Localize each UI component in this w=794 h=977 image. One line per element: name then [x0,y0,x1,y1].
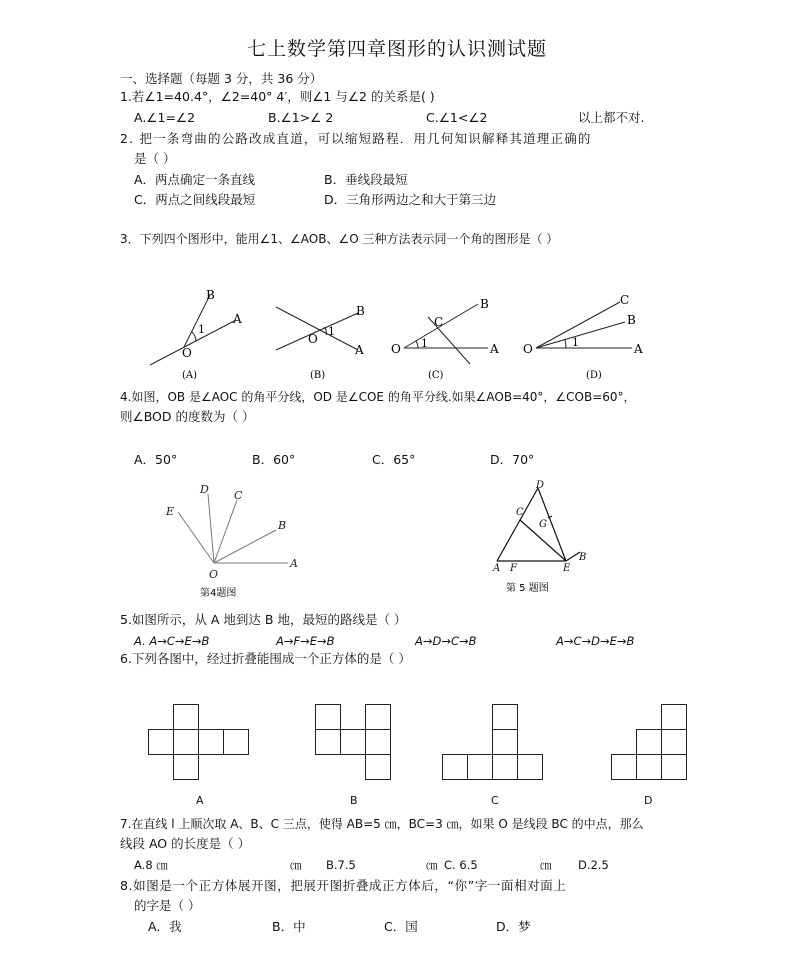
q4-figure [160,480,305,600]
label-angle-1: 1 [572,336,579,349]
label-o: O [523,342,533,356]
label-a: A [634,342,643,356]
label-o: O [209,568,219,581]
caption-a: (A) [182,370,198,381]
q4-option-b: B．60° [252,452,296,467]
q3-figure-d [520,290,650,380]
q6-stem: 6.下列各图中，经过折叠能围成一个正方体的是（ ） [120,651,411,666]
page-title: 七上数学第四章图形的认识测试题 [246,38,547,60]
label-g: G [539,519,547,530]
label-e: E [166,505,175,518]
q3-figure-c [388,292,503,380]
q2-option-b: B．垂线段最短 [324,172,408,187]
q5-fig-caption: 第 5 题图 [506,583,549,594]
q4-option-a: A．50° [134,452,178,467]
q6-caption-c: C [491,794,499,807]
q7-option-c: C. 6.5 [444,858,478,872]
label-b: B [480,297,489,311]
q3-stem: 3．下列四个图形中，能用∠1、∠AOB、∠O 三种方法表示同一个角的图形是（ ） [120,232,559,246]
label-c: C [620,293,630,307]
q6-caption-d: D [644,794,653,807]
q3-figure-b [268,295,378,380]
label-a: A [233,312,242,326]
label-a: A [490,342,499,356]
label-angle-1: 1 [421,337,428,350]
q7-option-a: A.8 ㎝ [134,858,168,872]
label-angle-1: 1 [198,323,205,336]
label-b: B [627,313,636,327]
label-o: O [182,346,192,360]
q6-caption-a: A [196,794,204,807]
q8-option-c: C．国 [384,919,418,934]
q2-option-a: A．两点确定一条直线 [134,172,256,187]
q7-option-c-unit: ㎝ [540,858,552,872]
q1-stem: 1.若∠1=40.4°，∠2=40° 4′，则∠1 与∠2 的关系是( ) [120,89,435,104]
q7-stem-cont: 线段 AO 的长度是（ ） [120,836,251,851]
q8-option-d: D．梦 [496,919,531,934]
q2-option-c: C．两点之间线段最短 [134,192,256,207]
label-a: A [355,343,364,357]
q1-option-c: C.∠1<∠2 [426,110,488,125]
q2-stem-cont: 是（ ） [134,151,176,166]
q7-stem: 7.在直线 l 上顺次取 A、B、C 三点，使得 AB=5 ㎝，BC=3 ㎝，如果 O 是线段 BC 的中点，那么 [120,817,644,831]
label-b: B [206,288,215,302]
q1-option-d: 以上都不对. [578,110,645,125]
q6-net-a [148,704,250,780]
q6-net-c [442,704,544,780]
label-a: A [290,557,298,570]
q4-option-c: C．65° [372,452,416,467]
caption-b: (B) [310,370,326,381]
label-b: B [579,552,587,563]
label-o: O [308,332,318,346]
q6-net-d [611,704,688,780]
q4-option-d: D．70° [490,452,535,467]
q6-net-b [315,704,392,780]
caption-c: (C) [428,370,444,381]
label-d: D [200,483,209,496]
q5-option-c: A→D→C→B [415,634,477,648]
q5-figure [488,478,598,600]
section-heading: 一、选择题（每题 3 分，共 36 分） [120,71,323,86]
label-c: C [234,489,243,502]
q7-option-b: B.7.5 [326,858,356,872]
q1-option-a: A.∠1=∠2 [134,110,196,125]
q4-fig-caption: 第4题图 [200,588,237,599]
label-c: C [434,315,444,329]
q6-caption-b: B [350,794,358,807]
q5-option-b: A→F→E→B [276,634,335,648]
label-c: C [516,507,524,518]
q8-option-b: B．中 [272,919,306,934]
q4-stem: 4.如图，OB 是∠AOC 的角平分线，OD 是∠COE 的角平分线.如果∠AOB=40°，∠COB=60°， [120,390,636,404]
q5-stem: 5.如图所示，从 A 地到达 B 地，最短的路线是（ ） [120,612,407,627]
label-b: B [278,519,287,532]
q2-stem: 2. 把一条弯曲的公路改成直道，可以缩短路程．用几何知识解释其道理正确的 [120,131,592,146]
q8-option-a: A．我 [148,919,182,934]
label-o: O [391,342,401,356]
label-e: E [563,563,571,574]
label-f: F [510,563,517,574]
label-b: B [356,304,365,318]
q7-option-b-unit: ㎝ [426,858,438,872]
q3-figure-a [140,285,250,380]
q5-option-a: A. A→C→E→B [134,634,210,648]
q7-option-a-unit: ㎝ [290,858,302,872]
q7-option-d: D.2.5 [578,858,609,872]
q2-option-d: D．三角形两边之和大于第三边 [324,192,497,207]
q8-stem: 8.如图是一个正方体展开图，把展开图折叠成正方体后，“你”字一面相对面上 [120,878,567,893]
q4-stem-cont: 则∠BOD 的度数为（ ） [120,409,255,424]
caption-d: (D) [586,370,602,381]
q8-stem-cont: 的字是（ ） [134,898,201,913]
q1-option-b: B.∠1>∠ 2 [268,110,334,125]
label-a: A [493,563,501,574]
label-angle-1: 1 [328,325,335,338]
q5-option-d: A→C→D→E→B [556,634,635,648]
label-d: D [536,480,545,491]
